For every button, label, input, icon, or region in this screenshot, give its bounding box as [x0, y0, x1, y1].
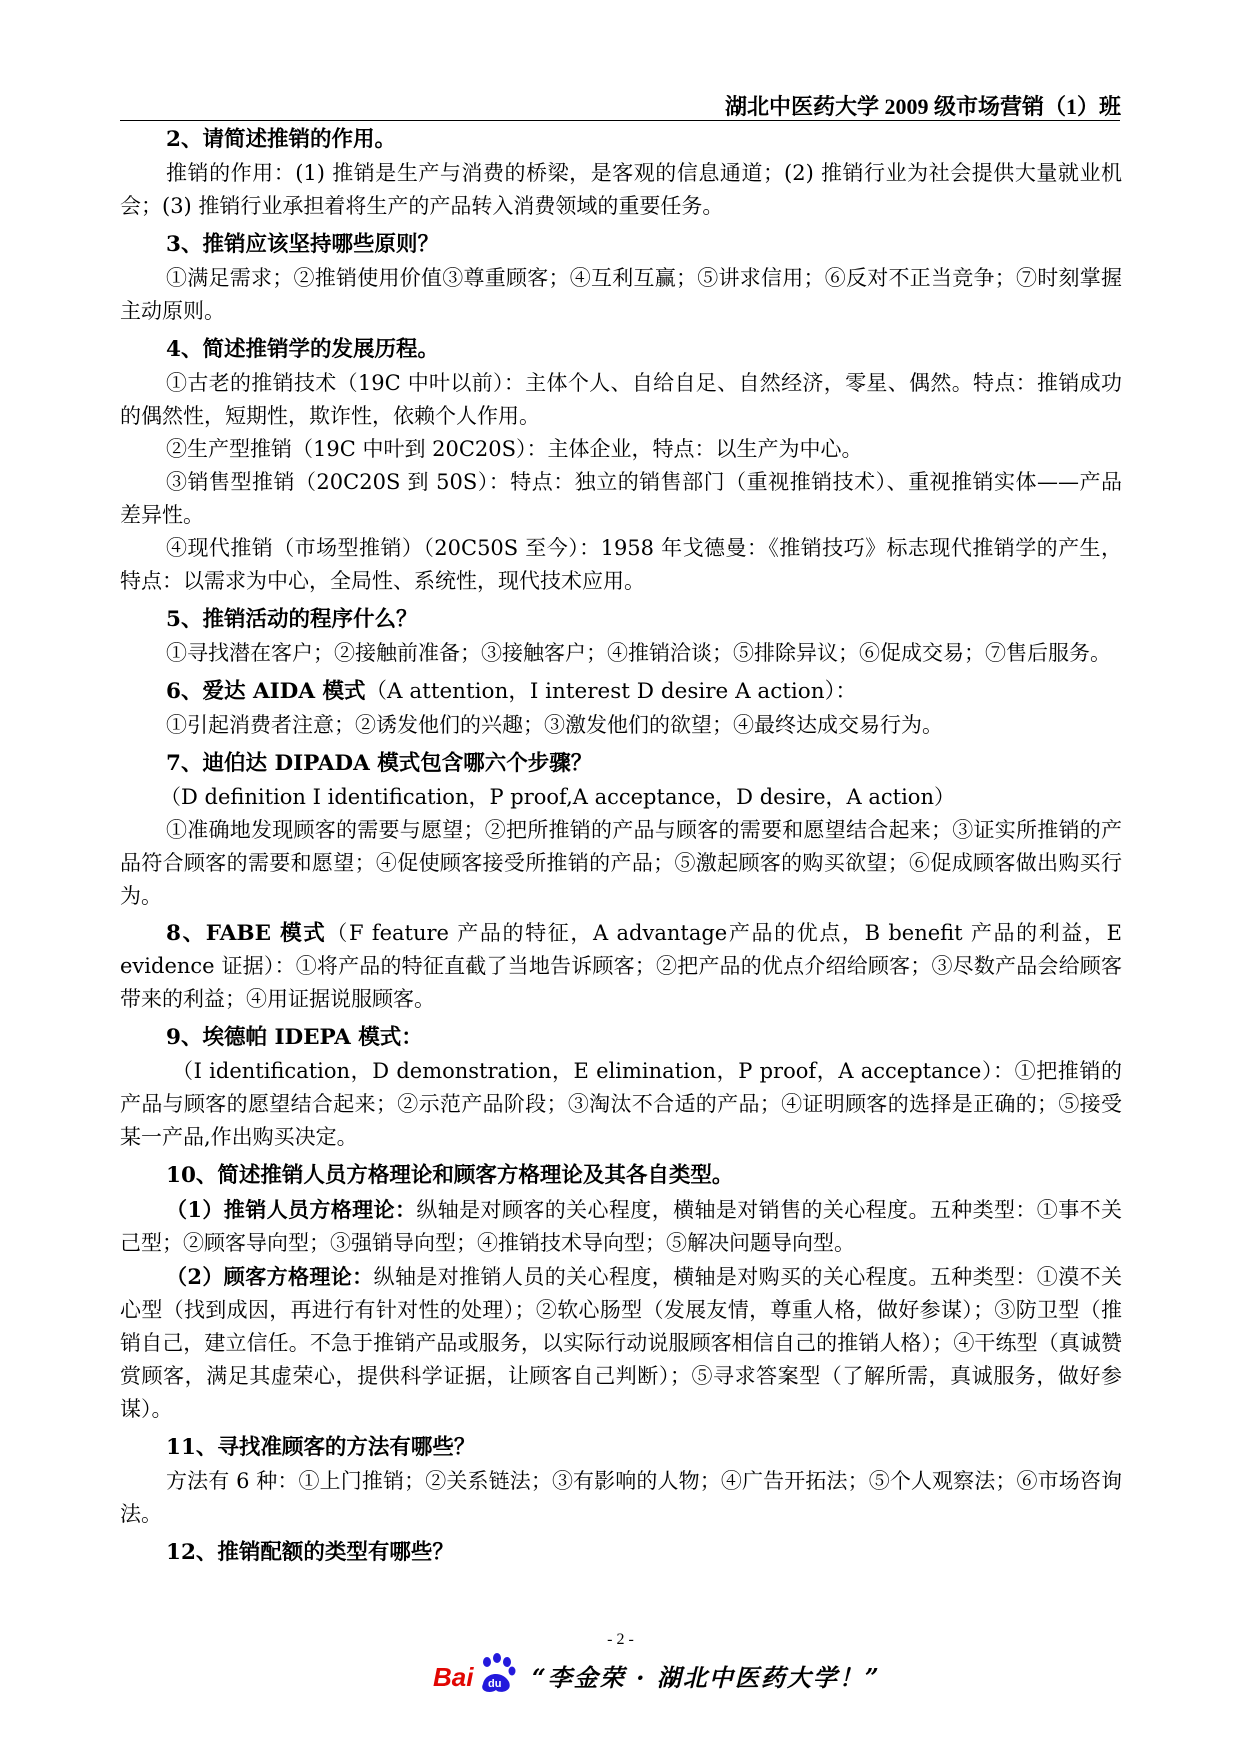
- question-6-answer: ①引起消费者注意；②诱发他们的兴趣；③激发他们的欲望；④最终达成交易行为。: [166, 713, 943, 737]
- question-3-title: 3、推销应该坚持哪些原则？: [166, 232, 439, 257]
- svg-text:du: du: [488, 1678, 502, 1690]
- question-6-title-rest: （A attention，I interest D desire A action）：: [365, 679, 857, 704]
- question-11-title: 11、寻找准顾客的方法有哪些？: [166, 1435, 476, 1460]
- question-10-title: 10、简述推销人员方格理论和顾客方格理论及其各自类型。: [166, 1163, 734, 1188]
- question-4-answer-1: ①古老的推销技术（19C 中叶以前）：主体个人、自给自足、自然经济，零星、偶然。特点：推销成功的偶然性，短期性，欺诈性，依赖个人作用。: [120, 371, 1122, 428]
- page-number: - 2 -: [607, 1631, 634, 1648]
- question-7-answer: ①准确地发现顾客的需要与愿望；②把所推销的产品与顾客的需要和愿望结合起来；③证实所推销的产品符合顾客的需要和愿望；④促使顾客接受所推销的产品；⑤激起顾客的购买欲望；⑥促成顾客做出购买行为。: [120, 818, 1122, 908]
- question-4-answer-3: ③销售型推销（20C20S 到 50S）：特点：独立的销售部门（重视推销技术）、重视推销实体——产品差异性。: [120, 470, 1122, 527]
- document-body: [120, 122, 1122, 1570]
- customer-grid-text: 纵轴是对推销人员的关心程度，横轴是对购买的关心程度。五种类型：①漠不关心型（找到成因，再进行有针对性的处理）；②软心肠型（发展友情，尊重人格，做好参谋）；③防卫型（推销自己，建立信任。不急于推销产品或服务，以实际行动说服顾客相信自己的推销人格）；④干练型（真诚赞赏顾客，满足其虚荣心，提供科学证据，让顾客自己判断）；⑤寻求答案型（了解所需，真诚服务，做好参谋）。: [120, 1265, 1122, 1421]
- question-8-paragraph: [120, 917, 1122, 1016]
- footer-slogan: “李金荣 · 湖北中医药大学！”: [532, 1663, 881, 1692]
- question-7-model-line: （D definition I identification，P proof,A acceptance，D desire，A action）: [160, 785, 955, 809]
- question-6-title: [120, 674, 1122, 709]
- question-4-title: 4、简述推销学的发展历程。: [166, 337, 439, 362]
- question-5-answer: ①寻找潜在客户；②接触前准备；③接触客户；④推销洽谈；⑤排除异议；⑥促成交易；⑦售后服务。: [166, 641, 1111, 665]
- question-11-answer: 方法有 6 种：①上门推销；②关系链法；③有影响的人物；④广告开拓法；⑤个人观察法；⑥市场咨询法。: [120, 1469, 1122, 1526]
- salesperson-grid-text: 纵轴是对顾客的关心程度，横轴是对销售的关心程度。五种类型：①事不关己型；②顾客导向型；③强销导向型；④推销技术导向型；⑤解决问题导向型。: [120, 1198, 1122, 1255]
- question-10-salesperson-grid: [120, 1193, 1122, 1260]
- question-10-customer-grid: [120, 1260, 1122, 1426]
- question-4-answer-4: ④现代推销（市场型推销）（20C50S 至今）：1958 年戈德曼：《推销技巧》标志现代推销学的产生，特点：以需求为中心，全局性、系统性，现代技术应用。: [120, 536, 1122, 593]
- svg-text:Bai: Bai: [433, 1662, 474, 1692]
- question-9-title: 9、埃德帕 IDEPA 模式：: [166, 1025, 423, 1050]
- question-8-title: 8、FABE 模式: [166, 921, 327, 946]
- question-5-title: 5、推销活动的程序什么？: [166, 607, 418, 632]
- salesperson-grid-label: （1）推销人员方格理论：: [166, 1197, 417, 1222]
- question-12-title: 12、推销配额的类型有哪些？: [166, 1540, 454, 1565]
- customer-grid-label: （2）顾客方格理论：: [166, 1264, 374, 1289]
- document-header: 湖北中医药大学 2009 级市场营销（1）班: [724, 94, 1121, 119]
- question-6-title-bold: 6、爱达 AIDA 模式: [166, 679, 366, 704]
- question-9-answer: （I identification，D demonstration，E elimination，P proof，A acceptance）：①把推销的产品与顾客的愿望结合起来；②示范产品阶段；③淘汰不合适的产品；④证明顾客的选择是正确的；⑤接受某一产品,作出购买决定。: [120, 1059, 1122, 1149]
- question-4-answer-2: ②生产型推销（19C 中叶到 20C20S）：主体企业，特点：以生产为中心。: [166, 437, 863, 461]
- question-2-answer: 推销的作用：(1) 推销是生产与消费的桥梁，是客观的信息通道；(2) 推销行业为社会提供大量就业机会；(3) 推销行业承担着将生产的产品转入消费领域的重要任务。: [120, 161, 1122, 218]
- header-rule: [120, 120, 1120, 121]
- question-3-answer: ①满足需求；②推销使用价值③尊重顾客；④互利互赢；⑤讲求信用；⑥反对不正当竞争；⑦时刻掌握主动原则。: [120, 266, 1122, 323]
- baidu-logo: [433, 1652, 525, 1696]
- question-7-title: 7、迪伯达 DIPADA 模式包含哪六个步骤？: [166, 751, 593, 776]
- question-2-title: 2、请简述推销的作用。: [166, 127, 396, 152]
- question-8-answer: （F feature 产品的特征，A advantage产品的优点，B benefit 产品的利益，E evidence 证据）：①将产品的特征直截了当地告诉顾客；②把产品的优点介绍给顾客；③尽数产品会给顾客带来的利益；④用证据说服顾客。: [120, 921, 1122, 1011]
